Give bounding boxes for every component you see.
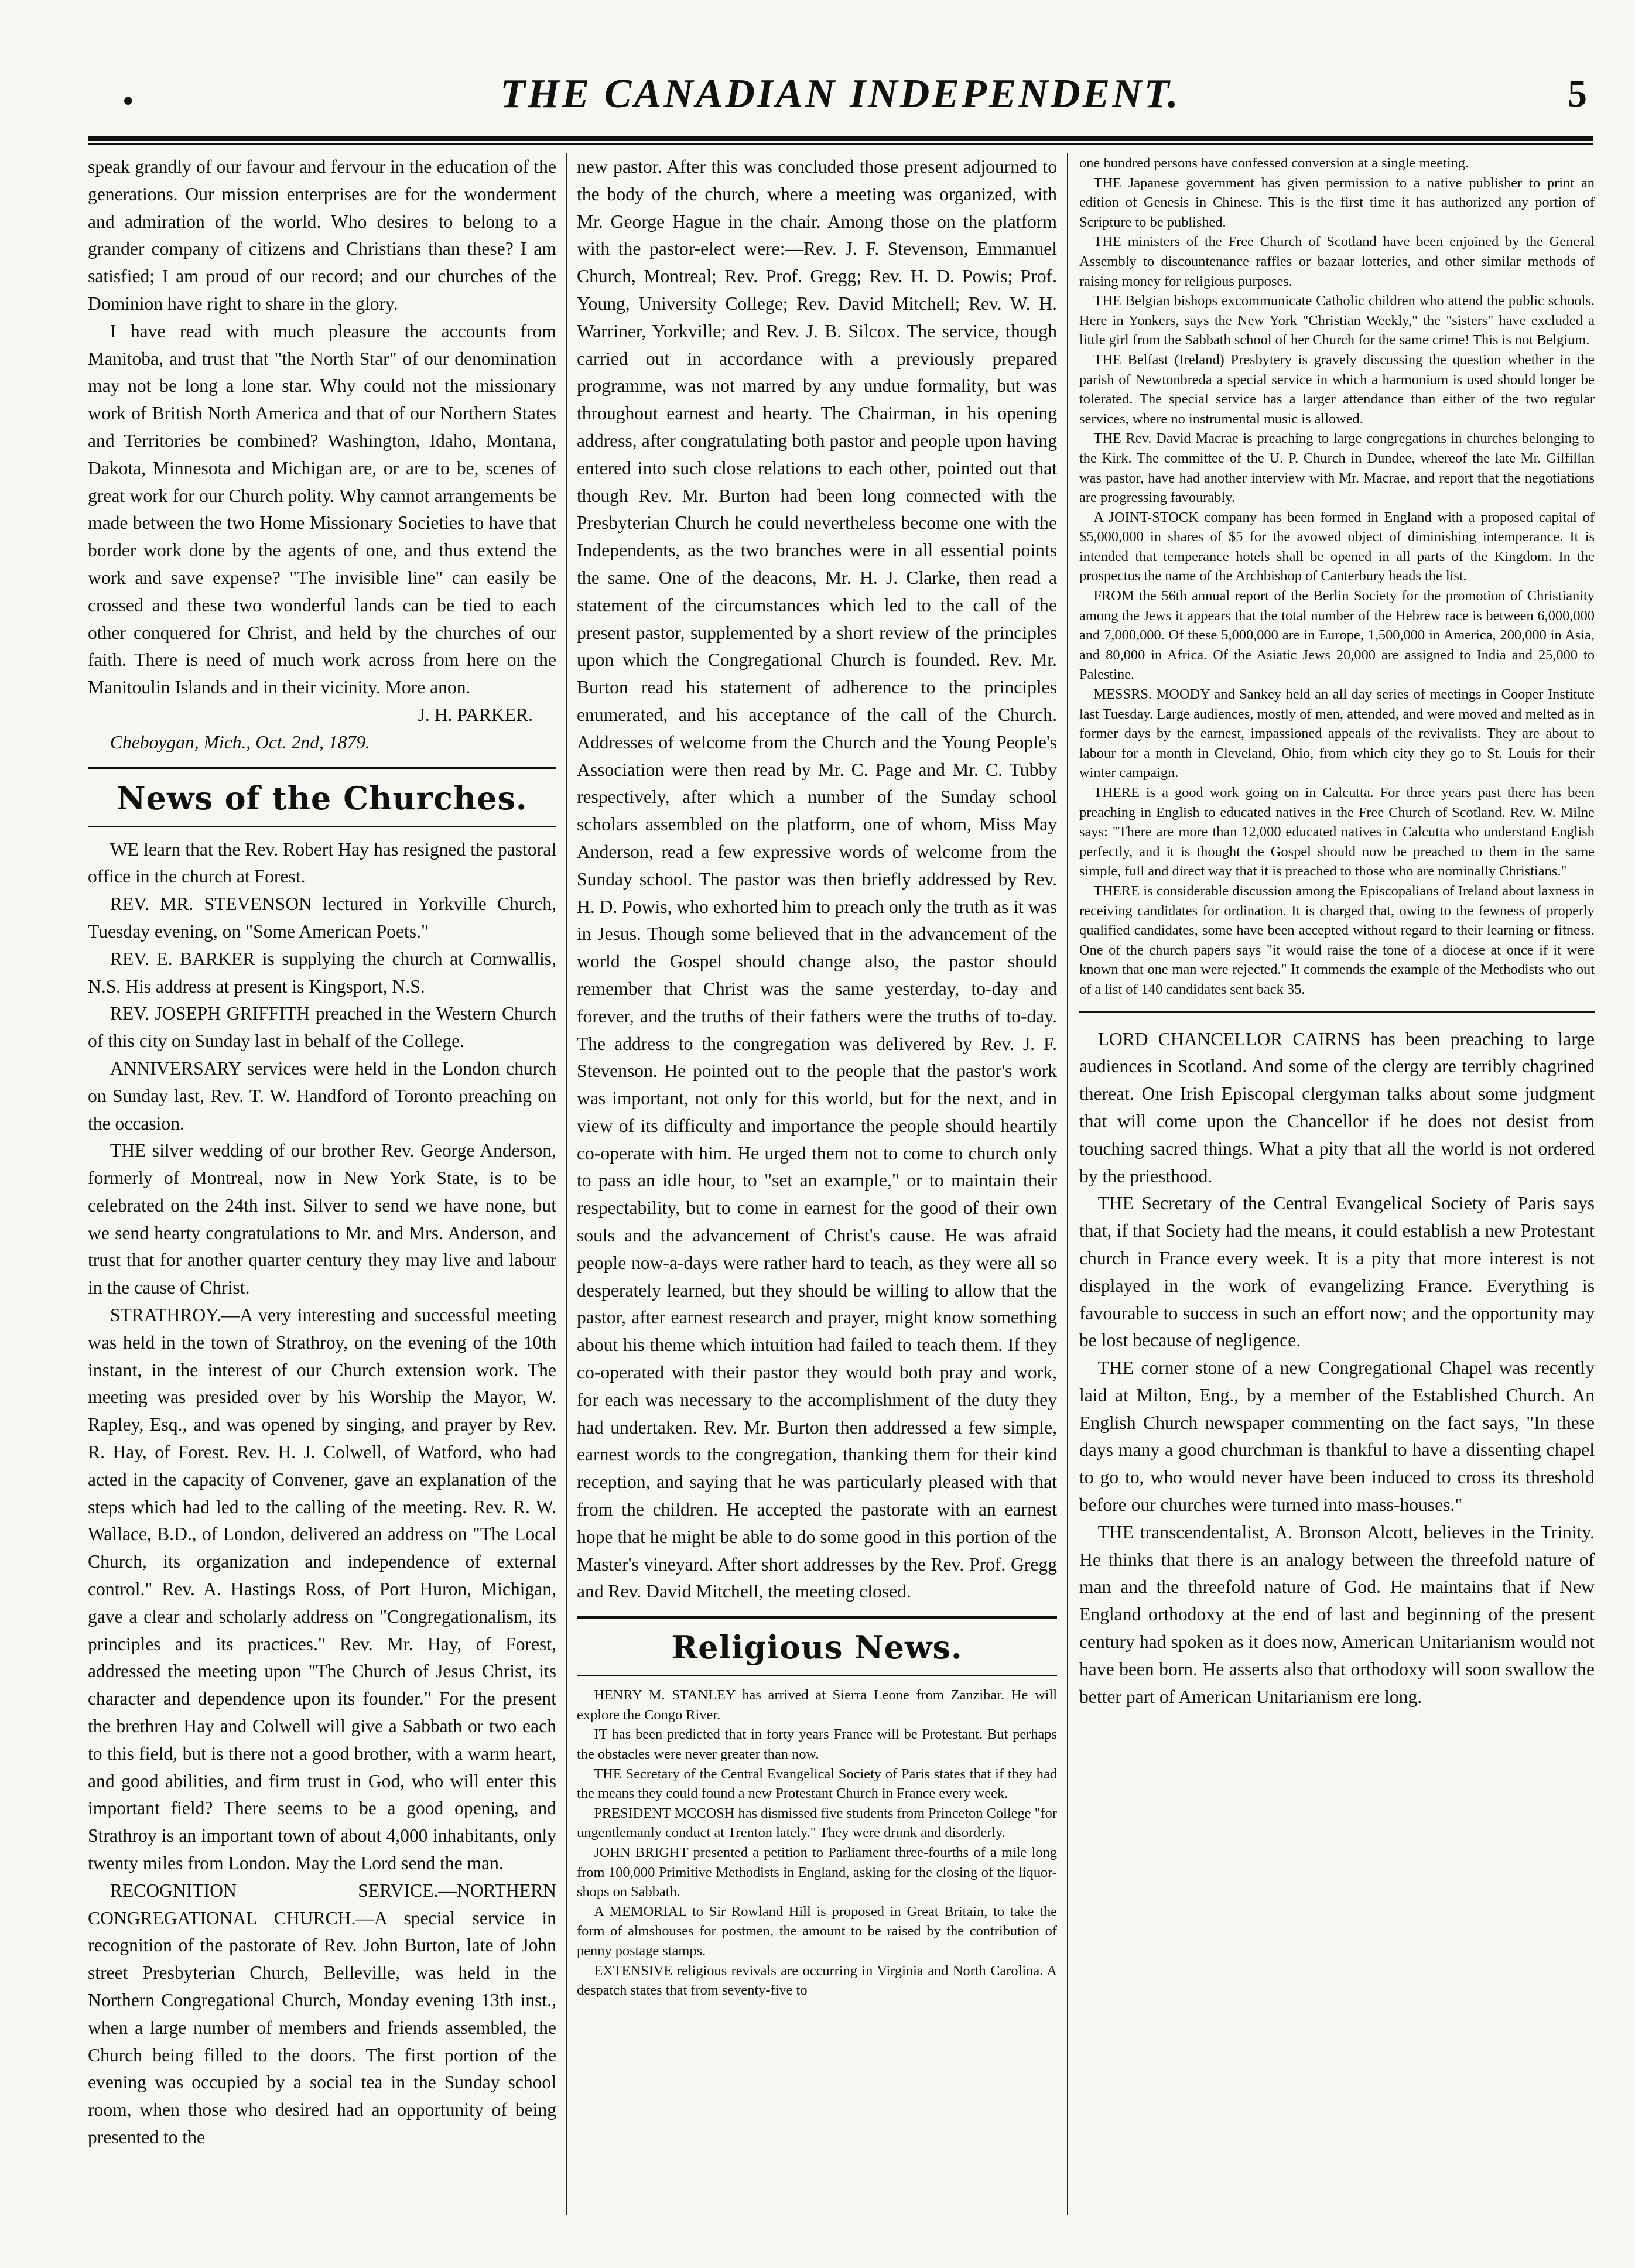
editorial-paragraph: THE transcendentalist, A. Bronson Alcott, believes in the Trinity. He thinks that there is an analogy between the threefold nature of man and the threefold nature of God. He maintains that if New England orthodoxy at the end of last and beginning of the present century had spoken as it does now, American Unitarianism would not have been born. He asserts also that orthodoxy will soon swallow the better part of American Unitarianism ere long. (1079, 1521, 1595, 1707)
section-rule (577, 1616, 1057, 1619)
religious-news-item: THERE is considerable discussion among the Episcopalians of Ireland about laxness in receiving candidates for ordination. It is charged that, owing to the fewness of properly qualified candidates, some have been accepted without regard to their learning or fitness. One of the church papers says "it would raise the tone of a diocese at once if it were known that one man were rejected." It commends the example of the Methodists who out of a list of 140 candidates sent back 35. (1079, 882, 1595, 997)
news-item: ANNIVERSARY services were held in the London church on Sunday last, Rev. T. W. Handford of Toronto preaching on the occasion. (88, 1058, 556, 1134)
letter-dateline: Cheboygan, Mich., Oct. 2nd, 1879. (110, 731, 370, 752)
religious-news-item: THE Belgian bishops excommunicate Catholic children who attend the public schools. Here in Yonkers, says the New York "Christian Weekly," the "sisters" have excluded a little girl from the Sabbath school of her Church for the same crime! This is not Belgium. (1079, 293, 1595, 348)
column-divider (566, 153, 567, 2215)
section-title-religious-news: Religious News. (671, 1629, 963, 1667)
religious-news-item: JOHN BRIGHT presented a petition to Parliament three-fourths of a mile long from 100,000 Primitive Methodists in England, asking for the closing of the liquor-shops on Sabbath. (577, 1844, 1057, 1900)
religious-news-item: THE Japanese government has given permission to a native publisher to print an edition of Genesis in Chinese. This is the first time it has authorized any portion of Scripture to be published. (1079, 175, 1595, 230)
religious-news-item: EXTENSIVE religious revivals are occurring in Virginia and North Carolina. A despatch states that from seventy-five to (577, 1962, 1057, 1999)
column-middle (577, 153, 1057, 2215)
section-rule (88, 826, 556, 827)
religious-news-item: A JOINT-STOCK company has been formed in England with a proposed capital of $5,000,000 in shares of $5 for the avowed object of diminishing intemperance. It is intended that temperance hotels shall be opened in all parts of the Kingdom. In the prospectus the name of the Archbishop of Canterbury heads the list. (1079, 509, 1595, 584)
column-left (88, 153, 556, 2215)
letter-paragraph: I have read with much pleasure the accounts from Manitoba, and trust that "the North Star" of our denomination may not be long a lone star. Why could not the missionary work of British North America and that of our Northern States and Territories be combined? Washington, Idaho, Montana, Dakota, Minnesota and Michigan are, or are to be, scenes of great work for our Church polity. Why cannot arrangements be made between the two Home Missionary Societies to have that border work done by the agents of one, and thus extend the work and save expense? "The invisible line" can easily be crossed and these two wonderful lands can be tied to each other conquered for Christ, and held by the churches of our faith. There is need of much work across from here on the Manitoulin Islands and in their vicinity. More anon. (88, 320, 556, 698)
news-item: THE silver wedding of our brother Rev. George Anderson, formerly of Montreal, now in New York State, is to be celebrated on the 24th inst. Silver to send we have none, but we send hearty congratulations to Mr. and Mrs. Anderson, and trust that for another quarter century they may live and labour in the cause of Christ. (88, 1140, 556, 1298)
editorial-paragraph: LORD CHANCELLOR CAIRNS has been preaching to large audiences in Scotland. And some of the clergy are terribly chagrined thereat. One Irish Episcopal clergyman talks about some judgment that will come upon the Chancellor if he does not desist from touching sacred things. What a pity that all the world is not ordered by the priesthood. (1079, 1028, 1595, 1186)
religious-news-item: THE Belfast (Ireland) Presbytery is gravely discussing the question whether in the parish of Newtonbreda a special service in which a harmonium is used should longer be tolerated. The special service has a larger attendance than either of the two regular services, where no instrumental music is allowed. (1079, 351, 1595, 427)
news-item: REV. JOSEPH GRIFFITH preached in the Western Church of this city on Sunday last in behalf of the College. (88, 1003, 556, 1052)
editorial-paragraph: THE Secretary of the Central Evangelical Society of Paris says that, if that Society had the means, it could establish a new Protestant church in France every week. It is a pity that more interest is not displayed in the work of evangelizing France. Everything is favourable to success in such an effort now; and the opportunity may be lost because of negligence. (1079, 1193, 1595, 1351)
section-rule (88, 767, 556, 769)
running-head (88, 67, 1593, 132)
news-item: REV. MR. STEVENSON lectured in Yorkville Church, Tuesday evening, on "Some American Poets." (88, 894, 556, 942)
news-item: RECOGNITION SERVICE.—NORTHERN CONGREGATIONAL CHURCH.—A special service in recognition of the pastorate of Rev. John Burton, late of John street Presbyterian Church, Belleville, was held in the Northern Congregational Church, Monday evening 13th inst., when a large number of members and friends assembled, the Church being filled to the doors. The first portion of the evening was occupied by a social tea in the Sunday school room, when those who desired had an opportunity of being presented to the (88, 1880, 556, 2147)
section-rule (1079, 1011, 1595, 1013)
religious-news-item: THE Rev. David Macrae is preaching to large congregations in churches belonging to the Kirk. The committee of the U. P. Church in Dundee, whereof the late Mr. Gilfillan was pastor, have had another interview with Mr. Macrae, and report that the negotiations are progressing favourably. (1079, 430, 1595, 506)
religious-news-item: HENRY M. STANLEY has arrived at Sierra Leone from Zanzibar. He will explore the Congo River. (577, 1687, 1057, 1723)
column-divider (1067, 153, 1068, 2215)
religious-news-item: IT has been predicted that in forty years France will be Protestant. But perhaps the obstacles were never greater than now. (577, 1726, 1057, 1763)
news-item: STRATHROY.—A very interesting and successful meeting was held in the town of Strathroy, on the evening of the 10th instant, in the interest of our Church extension work. The meeting was presided over by his Worship the Mayor, W. Rapley, Esq., and was opened by singing, and prayer by Rev. R. Hay, of Forest. Rev. H. J. Colwell, of Watford, who had acted in the capacity of Convener, gave an explanation of the steps which had led to the calling of the meeting. Rev. R. W. Wallace, B.D., of London, delivered an address on "The Local Church, its organization and independence of external control." Rev. A. Hastings Ross, of Port Huron, Michigan, gave a clear and scholarly address on "Congregationalism, its principles and its practices." Rev. Mr. Hay, of Forest, addressed the meeting upon "The Church of Jesus Christ, its character and dependence upon its founder." For the present the brethren Hay and Colwell will give a Sabbath or two each to this field, but is there not a good brother, with a warm heart, and good abilities, and firm trust in God, who will enter this important field? There seems to be a good opening, and Strathroy is an important town of about 4,000 inhabitants, only twenty miles from London. May the Lord send the man. (88, 1305, 556, 1874)
article-continuation: new pastor. After this was concluded those present adjourned to the body of the church, where a meeting was organized, with Mr. George Hague in the chair. Among those on the platform with the pastor-elect were:—Rev. J. F. Stevenson, Emmanuel Church, Montreal; Rev. Prof. Gregg; Rev. H. D. Powis; Prof. Young, University College; Rev. David Mitchell; Rev. W. H. Warriner, Yorkville; and Rev. J. B. Silcox. The service, though carried out in accordance with a previously prepared programme, was not marred by any undue formality, but was throughout earnest and hearty. The Chairman, in his opening address, after congratulating both pastor and people upon having entered into such close relations to each other, pointed out that though Rev. Mr. Burton had been long connected with the Presbyterian Church he could nevertheless become one with the Independents, as the two branches were in all essential points the same. One of the deacons, Mr. H. J. Clarke, then read a statement of the circumstances which led to the call of the present pastor, supplemented by a short review of the principles upon which the Congregational Church is founded. Rev. Mr. Burton read his statement of adherence to the principles enumerated, and his acceptance of the call of the Church. Addresses of welcome from the Church and the Young People's Association were then read by Mr. C. Page and Mr. C. Tubby respectively, after which a number of the Sunday school scholars assembled on the platform, one of whom, Miss May Anderson, read a few expressive words of welcome from the Sunday school. The pastor was then briefly addressed by Rev. H. D. Powis, who exhorted him to preach only the truth as it was in Jesus. Though some believed that in the advancement of the world the Gospel should change also, the pastor should remember that Christ was the same yesterday, to-day and forever, and the truths of their fathers were the truths of to-day. The address to the congregation was delivered by Rev. J. F. Stevenson. He pointed out to the people that the pastor's work was important, not only for this world, but for the next, and in view of its difficulty and importance the people should heartily co-operate with him. He urged them not to come to church only to pass an idle hour, to "set an example," or to maintain their respectability, but to come in earnest for the good of their own souls and the advancement of Christ's cause. He was afraid people now-a-days were rather hard to teach, as they were all so desperately learned, but they should be willing to allow that the pastor, after earnest research and prayer, might know something about his theme which intuition had failed to teach them. If they co-operated with their pastor they would both pray and work, for each was necessary to the accomplishment of the duty they had undertaken. Rev. Mr. Burton then addressed a few simple, earnest words to the congregation, thanking them for their kind reception, and saying that he was particularly pleased with that from the children. He accepted the pastorate with an earnest hope that he might be able to do some good in this portion of the Master's vineyard. After short addresses by the Rev. Prof. Gregg and Rev. David Mitchell, the meeting closed. (577, 156, 1057, 1602)
religious-news-item: one hundred persons have confessed conversion at a single meeting. (1079, 155, 1469, 171)
religious-news-item: FROM the 56th annual report of the Berlin Society for the promotion of Christianity among the Jews it appears that the total number of the Hebrew race is between 6,000,000 and 7,000,000. Of these 5,000,000 are in Europe, 1,500,000 in America, 200,000 in Asia, and 80,000 in Africa. Of the Asiatic Jews 20,000 are assigned to India and 25,000 to Palestine. (1079, 588, 1595, 683)
section-title-news-of-churches: News of the Churches. (117, 779, 528, 817)
head-rule-thin (88, 143, 1593, 145)
head-rule (88, 136, 1593, 141)
letter-paragraph: speak grandly of our favour and fervour in the education of the generations. Our mission enterprises are for the wonderment and admiration of the world. Who desires to belong to a grander company of citizens and Christians than these? I am satisfied; I am proud of our record; and our churches of the Dominion have right to share in the glory. (88, 156, 556, 314)
page-number: 5 (1568, 73, 1587, 115)
news-item: REV. E. BARKER is supplying the church at Cornwallis, N.S. His address at present is Kingsport, N.S. (88, 948, 556, 997)
column-right (1079, 153, 1595, 2215)
editorial-paragraph: THE corner stone of a new Congregational Chapel was recently laid at Milton, Eng., by a member of the Established Church. An English Church newspaper commenting on the fact says, "In these days many a good churchman is thankful to have a dissenting chapel to go to, who would never have been induced to cross its threshold before our churches were turned into mass-houses." (1079, 1357, 1595, 1516)
news-item: WE learn that the Rev. Robert Hay has resigned the pastoral office in the church at Forest. (88, 839, 556, 887)
religious-news-item: MESSRS. MOODY and Sankey held an all day series of meetings in Cooper Institute last Tuesday. Large audiences, mostly of men, attended, and were moved and melted as in former days by the earnest, impassioned appeals of the revivalists. They are about to labour for a month in Cleveland, Ohio, from which city they go to St. Louis for their winter campaign. (1079, 686, 1595, 781)
religious-news-item: THE ministers of the Free Church of Scotland have been enjoined by the General Assembly to discountenance raffles or bazaar lotteries, and other similar methods of raising money for religious purposes. (1079, 234, 1595, 289)
religious-news-item: THERE is a good work going on in Calcutta. For three years past there has been preaching in English to educated natives in the Free Church of Scotland. Rev. W. Milne says: "There are more than 12,000 educated natives in Calcutta who understand English perfectly, and it is thought the Gospel should now be preached to them in the same simple, full and direct way that it is preached to those who are nominally Christians." (1079, 785, 1595, 880)
section-rule (577, 1675, 1057, 1676)
letter-signature: J. H. PARKER. (418, 704, 533, 725)
bullet-ornament: • (123, 84, 134, 117)
masthead-title: THE CANADIAN INDEPENDENT. (500, 71, 1181, 117)
religious-news-item: PRESIDENT MCCOSH has dismissed five students from Princeton College "for ungentlemanly conduct at Trenton lately." They were drunk and disorderly. (577, 1805, 1057, 1841)
religious-news-item: A MEMORIAL to Sir Rowland Hill is proposed in Great Britain, to take the form of almshouses for postmen, the amount to be raised by the contribution of penny postage stamps. (577, 1903, 1057, 1959)
religious-news-item: THE Secretary of the Central Evangelical Society of Paris states that if they had the means they could found a new Protestant Church in France every week. (577, 1766, 1057, 1802)
